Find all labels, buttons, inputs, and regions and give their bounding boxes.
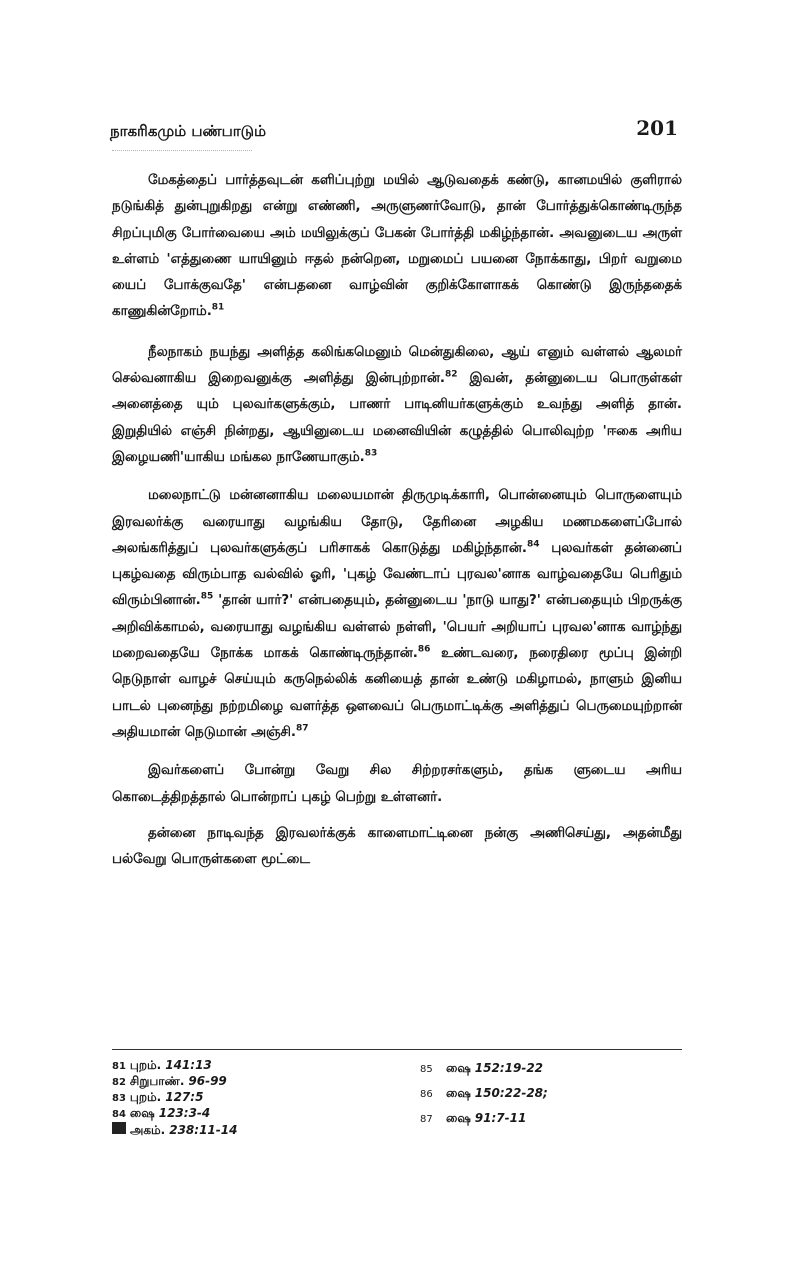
footnote [420, 1058, 690, 1080]
paragraph-text: நீலநாகம் நயந்து அளித்த கலிங்கமெனும் மென்துகிலை, ஆய் எனும் வள்ளல் ஆலமர் செல்வனாகிய இறைவனுக்கு அளித்து இன்புற்றான். [112, 344, 682, 387]
footnote-reference: 141:13 [165, 1058, 212, 1072]
footnote [112, 1090, 402, 1106]
footnote-marker: 86 [417, 644, 431, 655]
footnote-reference: 123:3-4 [158, 1106, 211, 1120]
footnote [112, 1074, 402, 1090]
footnote-source: புறம். [129, 1058, 162, 1072]
footnote [112, 1106, 402, 1122]
footnote-source: ஷை [446, 1111, 471, 1125]
footnote-source: ஷை [446, 1061, 471, 1075]
footnote-source: அகம். [130, 1123, 166, 1137]
paragraph-text: தன்னை நாடிவந்த இரவலர்க்குக் காளைமாட்டினை நன்கு அணிசெய்து, அதன்மீது பல்வேறு பொருள்களை மூட்டை [112, 825, 682, 868]
paragraph-text: மேகத்தைப் பார்த்தவுடன் களிப்புற்று மயில் ஆடுவதைக் கண்டு, கானமயில் குளிரால் நடுங்கித் துன்புறுகிறது என்று எண்ணி, அருளுணர்வோடு, தான் போர்த்துக்கொண்டிருந்த சிறப்புமிகு போர்வையை அம் மயிலுக்குப் பேகன் போர்த்தி மகிழ்ந்தான். அவனுடைய அருள் உள்ளம் 'எத்துணை யாயினும் ஈதல் நன்றென, மறுமைப் பயனை நோக்காது, பிறர் வறுமை யைப் போக்குவதே' என்பதனை வாழ்வின் குறிக்கோளாகக் கொண்டு இருந்ததைக் காணுகின்றோம். [112, 173, 682, 320]
footnote [420, 1108, 690, 1130]
footnote-reference: 150:22-28; [474, 1086, 548, 1100]
footnote-marker: 82 [445, 369, 458, 380]
footnotes-left-column [112, 1058, 402, 1138]
footnote [112, 1122, 402, 1138]
footnote-marker: 84 [526, 539, 540, 550]
paragraph-text: இவன், தன்னுடைய பொருள்கள் அனைத்தை யும் புலவர்களுக்கும், பாணர் பாடினியர்களுக்கும் உவந்து அளித் தான். இறுதியில் எஞ்சி நின்றது, ஆயினுடைய மனைவியின் கழுத்தில் பொலிவுற்ற 'ஈகை அரிய இழையணி'யாகிய மங்கல நாணேயாகும். [112, 371, 682, 465]
footnote-marker: 81 [211, 303, 225, 314]
footnote [112, 1058, 402, 1074]
footnote-marker: 87 [295, 723, 309, 734]
footnote-number: 84 [112, 1109, 126, 1120]
paragraph-text: 'தான் யார்?' என்பதையும், தன்னுடைய 'நாடு யாது?' என்பதையும் பிறருக்கு அறிவிக்காமல், வரையாது வழங்கிய வள்ளல் நள்ளி, 'பெயர் அறியாப் புரவல'னாக வாழ்ந்து மறைவதையே நோக்க மாகக் கொண்டிருந்தான். [112, 593, 682, 662]
footnotes-right-column [420, 1058, 690, 1133]
footnote-source: ஷை [446, 1086, 471, 1100]
footnote-reference: 91:7-11 [474, 1111, 527, 1125]
footnote-divider [112, 1049, 682, 1050]
footnote-reference: 152:19-22 [474, 1061, 544, 1075]
page-number: 201 [636, 116, 678, 140]
footnote-source: சிறுபாண். [129, 1074, 185, 1088]
paragraph-text: இவர்களைப் போன்று வேறு சில சிற்றரசர்களும், தங்க ளுடைய அரிய கொடைத்திறத்தால் பொன்றாப் புகழ் பெற்று உள்ளனர். [112, 763, 682, 805]
body-text [112, 168, 682, 885]
footnote-marker: 85 [200, 591, 214, 602]
running-header-title: நாகரிகமும் பண்பாடும் [110, 122, 267, 140]
footnote-number: 82 [112, 1077, 126, 1088]
footnote-number: 86 [420, 1089, 433, 1100]
footnote-marker: 83 [364, 448, 378, 459]
paragraph-other-chieftains [112, 758, 682, 811]
footnote-reference: 238:11-14 [169, 1123, 238, 1137]
footnote-reference: 96-99 [188, 1074, 227, 1088]
footnote-number: 81 [112, 1061, 126, 1072]
footnote-source: ஷை [129, 1106, 155, 1120]
footnote-source: புறம். [129, 1090, 162, 1104]
paragraph-aay [112, 340, 682, 471]
header-divider [112, 150, 252, 152]
footnote [420, 1083, 690, 1105]
footnote-number: 87 [420, 1114, 433, 1125]
paragraph-text: புலவர்கள் தன்னைப் புகழ்வதை விரும்பாத வல்வில் ஓரி, 'புகழ் வேண்டாப் புரவல'னாக வாழ்வதையே பெரிதும் விரும்பினான். [112, 540, 682, 609]
paragraph-text: உண்டவரை, நரைதிரை மூப்பு இன்றி நெடுநாள் வாழச் செய்யும் கருநெல்லிக் கனியைத் தான் உண்டு மகிழாமல், நாளும் இனிய பாடல் புனைந்து நற்றமிழை வளர்த்த ஔவைப் பெருமாட்டிக்கு அளித்துப் பெருமையுற்றான் அதியமான் நெடுமான் அஞ்சி. [112, 646, 683, 740]
paragraph-pekan [112, 168, 682, 326]
ink-blot-mark [112, 1122, 126, 1134]
footnote-number: 83 [112, 1093, 126, 1104]
paragraph-kaari-ori-nalli-anji [112, 483, 682, 746]
paragraph-bull-gift [112, 821, 682, 874]
footnote-number: 85 [420, 1064, 433, 1075]
paragraph-text: மலைநாட்டு மன்னனாகிய மலையமான் திருமுடிக்காரி, பொன்னையும் பொருளையும் இரவலர்க்கு வரையாது வழங்கிய தோடு, தேரினை அழகிய மணமகளைப்போல் அலங்கரித்துப் புலவர்களுக்குப் பரிசாகக் கொடுத்து மகிழ்ந்தான். [112, 488, 682, 556]
footnote-reference: 127:5 [165, 1090, 204, 1104]
